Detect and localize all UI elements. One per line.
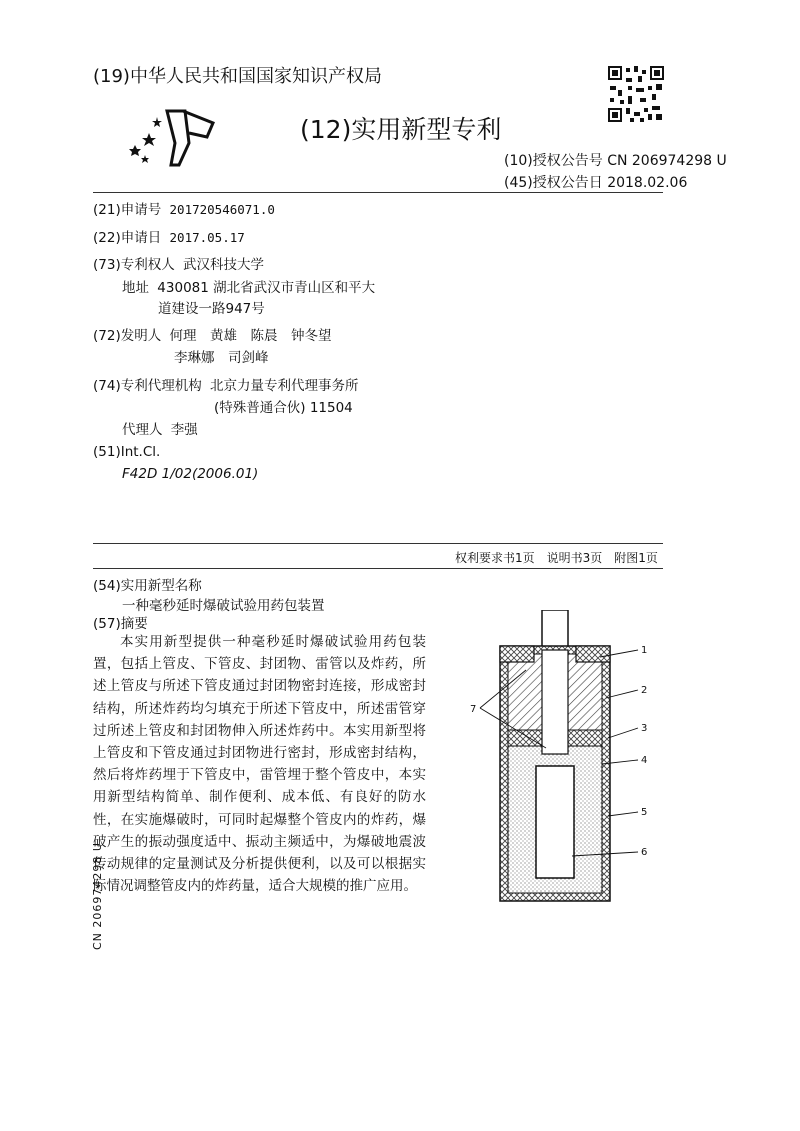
figure-label-7: 7 [470, 704, 477, 715]
application-number [93, 198, 275, 218]
agent-value: 李强 [170, 422, 198, 438]
application-number-value: 201720546071.0 [169, 202, 275, 217]
application-date-label: (22)申请日 [93, 230, 162, 246]
inventors-line1: 何理 黄雄 陈晨 钟冬望 [169, 328, 332, 344]
inventors-label: (72)发明人 [93, 328, 162, 344]
inventors [93, 324, 332, 344]
pages-info: 权利要求书1页 说明书3页 附图1页 [455, 551, 658, 565]
qr-code [608, 66, 664, 122]
device-cross-section-figure [460, 610, 680, 910]
utility-model-title: 一种毫秒延时爆破试验用药包装置 [122, 598, 325, 614]
agency-line2: (特殊普通合伙) 11504 [214, 400, 353, 416]
figure-label-3: 3 [641, 723, 648, 734]
document-type: (12)实用新型专利 [300, 115, 502, 144]
side-publication-number: CN 206974298 U [91, 842, 104, 950]
section-rule [93, 543, 663, 544]
inventors-line2: 李琳娜 司剑峰 [174, 350, 269, 366]
application-date [93, 226, 245, 246]
title-label: (54)实用新型名称 [93, 578, 202, 594]
application-date-value: 2017.05.17 [169, 230, 245, 245]
figure-label-4: 4 [641, 755, 648, 766]
figure-label-5: 5 [641, 807, 648, 818]
address [122, 276, 375, 296]
address-line2: 道建设一路947号 [158, 301, 265, 317]
figure-label-1: 1 [641, 645, 648, 656]
agency [93, 374, 359, 394]
abstract-text: 本实用新型提供一种毫秒延时爆破试验用药包装置，包括上管皮、下管皮、封团物、雷管以及炸药，所述上管皮与所述下管皮通过封团物密封连接，形成密封结构，所述炸药均匀填充于所述下管皮中，所述雷管穿过所述上管皮和封团物伸入所述炸药中。本实用新型将上管皮和下管皮通过封团物进行密封，形成密封结构，然后将炸药埋于下管皮中，雷管埋于整个管皮中，本实用新型结构简单、制作便利、成本低、有良好的防水性，在实施爆破时，可同时起爆整个管皮内的炸药，爆破产生的振动强度适中、振动主频适中，为爆破地震波传动规律的定量测试及分析提供便利，以及可以根据实际情况调整管皮内的炸药量，适合大规模的推广应用。 [93, 634, 426, 895]
section-rule-2 [93, 568, 663, 569]
office-name: (19)中华人民共和国国家知识产权局 [93, 66, 382, 87]
agent-label: 代理人 [122, 422, 163, 438]
agency-line1: 北京力量专利代理事务所 [210, 378, 359, 394]
address-line1: 430081 湖北省武汉市青山区和平大 [157, 280, 376, 296]
ipc-label: (51)Int.Cl. [93, 444, 161, 460]
agency-label: (74)专利代理机构 [93, 378, 202, 394]
cnipa-logo [127, 103, 217, 169]
header-rule [93, 192, 663, 193]
ipc-value: F42D 1/02(2006.01) [122, 466, 259, 482]
publication-date: (45)授权公告日 2018.02.06 [504, 175, 688, 191]
figure-label-6: 6 [641, 847, 648, 858]
address-label: 地址 [122, 280, 149, 296]
patentee [93, 253, 264, 273]
agent [122, 418, 198, 438]
abstract-label: (57)摘要 [93, 616, 148, 632]
figure-label-2: 2 [641, 685, 648, 696]
application-number-label: (21)申请号 [93, 202, 162, 218]
patentee-label: (73)专利权人 [93, 257, 175, 273]
patentee-value: 武汉科技大学 [183, 257, 265, 273]
publication-number: (10)授权公告号 CN 206974298 U [504, 153, 727, 169]
